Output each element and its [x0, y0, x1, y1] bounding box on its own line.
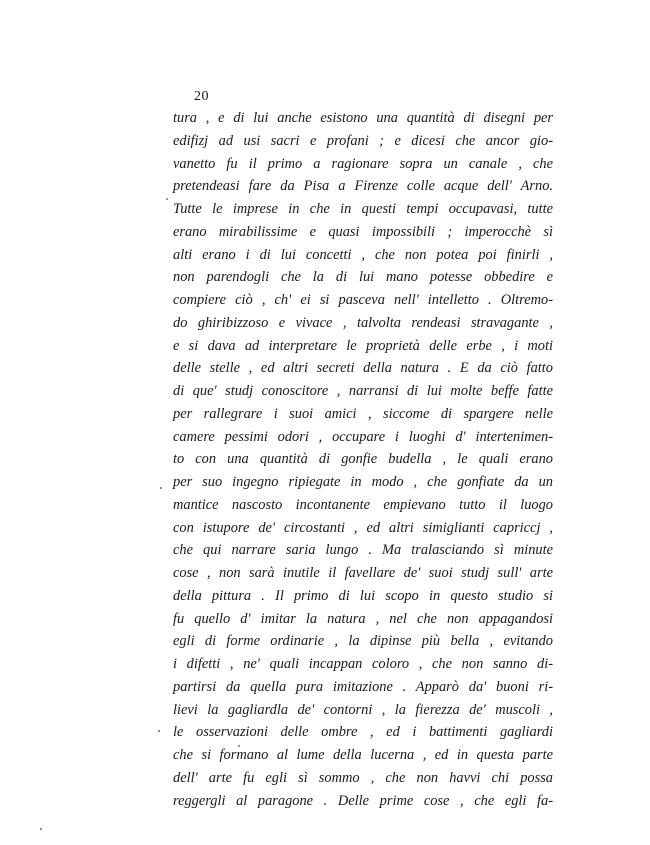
text-line: fu quello d' imitar la natura , nel che non appagandosi: [173, 610, 553, 627]
text-line: con istupore de' circostanti , ed altri simiglianti capriccj ,: [173, 519, 553, 536]
text-line: compiere ciò , ch' ei si pasceva nell' intelletto . Oltremo-: [173, 292, 553, 308]
text-line: tura , e di lui anche esistono una quantità di disegni per: [173, 110, 553, 126]
text-line: e si dava ad interpretare le proprietà delle erbe , i moti: [173, 337, 553, 354]
text-line: di que' studj conoscitore , narransi di lui molte beffe fatte: [173, 383, 553, 399]
text-line: dell' arte fu egli sì sommo , che non havvi chi possa: [173, 769, 553, 786]
text-line: alti erano i di lui concetti , che non potea poi finirli ,: [173, 246, 553, 263]
text-line: partirsi da quella pura imitazione . Apparò da' buoni ri-: [173, 678, 553, 695]
text-line: edifizj ad usi sacri e profani ; e dicesi che ancor gio-: [173, 132, 553, 149]
scan-speck: [166, 198, 168, 200]
text-line: pretendeasi fare da Pisa a Firenze colle acque dell' Arno.: [173, 178, 553, 195]
scan-speck: [158, 730, 160, 732]
body-text: [173, 107, 553, 812]
text-line: per suo ingegno ripiegate in modo , che gonfiate da un: [173, 474, 553, 490]
text-line: do ghiribizzoso e vivace , talvolta rendeasi stravagante ,: [173, 314, 553, 331]
text-line: non parendogli che la di lui mano potesse obbedire e: [173, 269, 553, 286]
scan-speck: [238, 745, 240, 747]
text-line: le osservazioni delle ombre , ed i battimenti gagliardi: [173, 724, 553, 741]
page-number: 20: [194, 89, 209, 104]
scan-speck: [160, 487, 162, 489]
text-line: della pittura . Il primo di lui scopo in questo studio si: [173, 587, 553, 604]
text-line: vanetto fu il primo a ragionare sopra un canale , che: [173, 155, 553, 172]
text-line: cose , non sarà inutile il favellare de' suoi studj sull' arte: [173, 565, 553, 581]
text-line: per rallegrare i suoi amici , siccome di spargere nelle: [173, 405, 553, 422]
text-line: i difetti , ne' quali incappan coloro , che non sanno di-: [173, 656, 553, 672]
text-line: che si formano al lume della lucerna , ed in questa parte: [173, 747, 553, 763]
text-line: mantice nascosto incontanente empievano tutto il luogo: [173, 496, 553, 513]
text-line: to con una quantità di gonfie budella , le quali erano: [173, 451, 553, 468]
text-line: che qui narrare saria lungo . Ma tralasciando sì minute: [173, 542, 553, 559]
text-line: Tutte le imprese in che in questi tempi occupavasi, tutte: [173, 201, 553, 217]
text-line: egli di forme ordinarie , la dipinse più bella , evitando: [173, 633, 553, 650]
scan-speck: [40, 828, 42, 830]
text-line: delle stelle , ed altri secreti della natura . E da ciò fatto: [173, 360, 553, 377]
text-line: camere pessimi odori , occupare i luoghi d' intertenimen-: [173, 428, 553, 445]
text-line: erano mirabilissime e quasi impossibili ; imperocchè sì: [173, 223, 553, 240]
text-line: lievi la gagliardla de' contorni , la fierezza de' muscoli ,: [173, 701, 553, 718]
text-line: reggergli al paragone . Delle prime cose , che egli fa-: [173, 792, 553, 809]
